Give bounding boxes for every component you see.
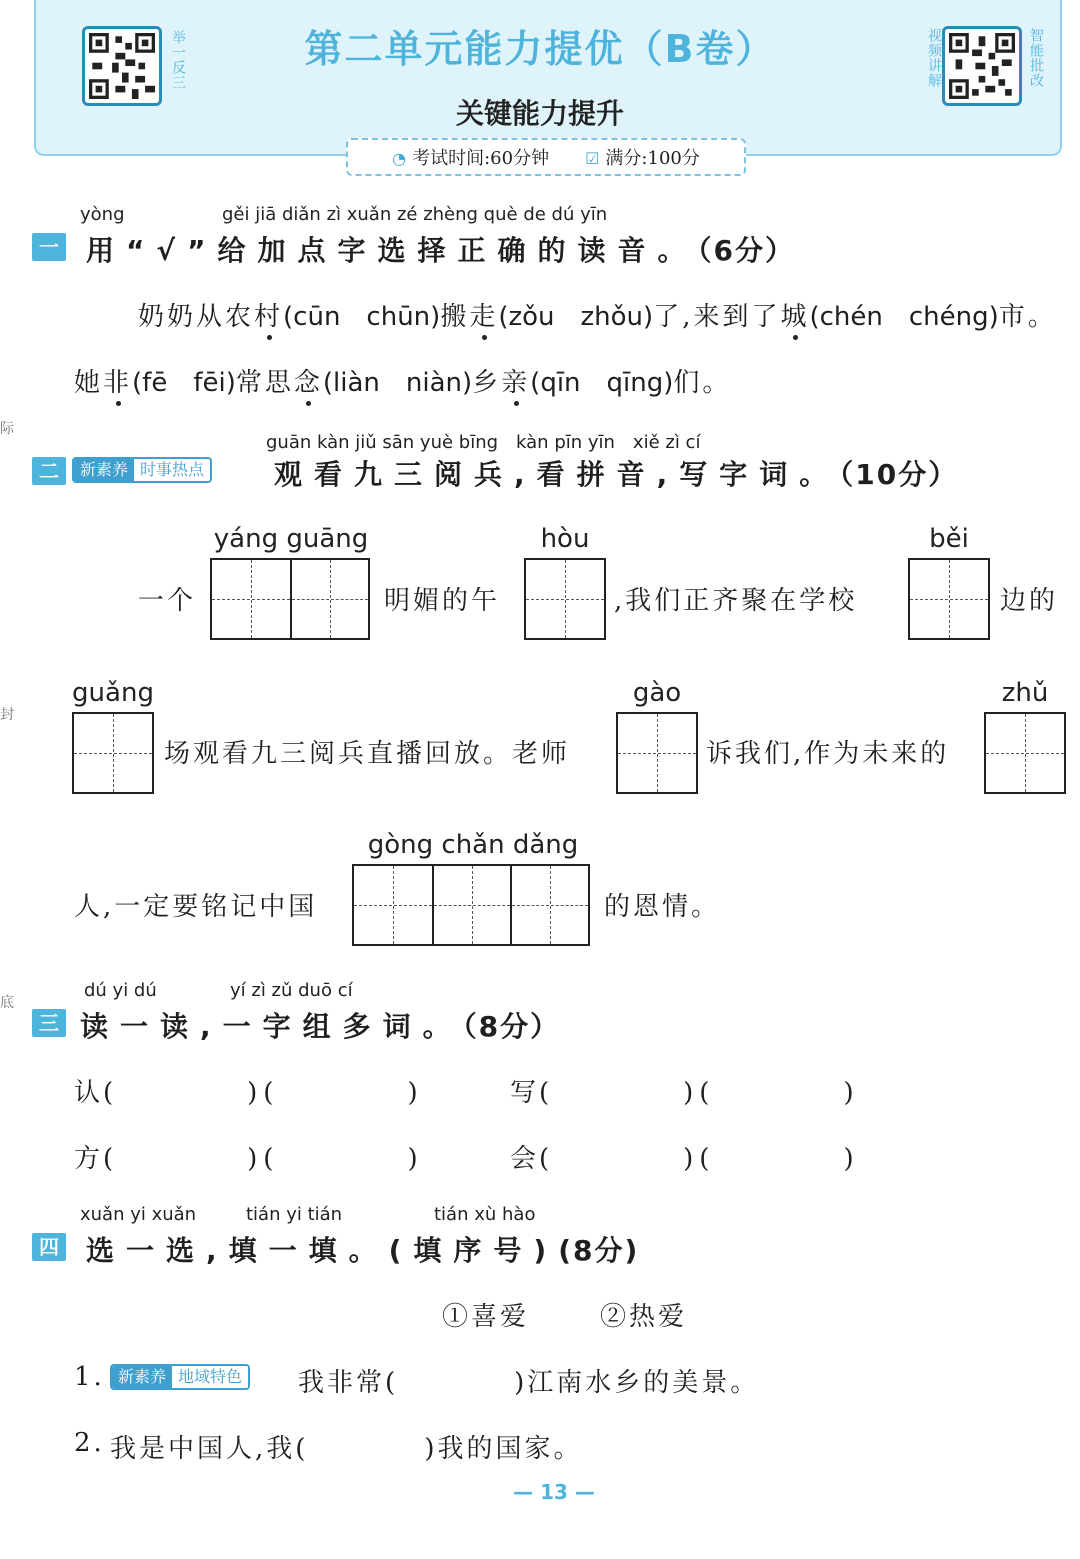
s2-text: 人,一定要铭记中国 <box>74 892 318 922</box>
option-2: ②热爱 <box>600 1302 688 1332</box>
section3-number: 三 <box>32 1009 66 1037</box>
s2-pinyin: hòu <box>540 524 590 554</box>
margin-mark: 底 <box>0 995 14 1011</box>
qr-left-label: 举一反三 <box>170 30 186 90</box>
s2-text: 一个 <box>138 586 197 616</box>
section2-heading: 观看九三阅兵,看拼音,写字词。（10分） <box>274 458 959 491</box>
word-group-item[interactable]: 会( )( ) <box>510 1144 860 1174</box>
clock-icon: ◔ <box>392 149 407 168</box>
check-shield-icon: ☑ <box>585 149 600 168</box>
section4-pinyin-b: tián yi tián <box>246 1204 343 1225</box>
section2-pinyin: guān kàn jiǔ sān yuè bīng kàn pīn yīn xiě zì cí <box>266 432 701 453</box>
s2-text: 诉我们,作为未来的 <box>706 739 950 769</box>
word-group-item[interactable]: 方( )( ) <box>74 1144 424 1174</box>
section4-number: 四 <box>32 1233 66 1261</box>
question-1-badge: 新素养 地域特色 <box>110 1364 250 1390</box>
qr-right-label-2: 智能批改 <box>1028 28 1044 88</box>
qr-code-left-icon[interactable] <box>82 26 162 106</box>
s2-text: 场观看九三阅兵直播回放。老师 <box>164 739 571 769</box>
section1-pinyin-b: gěi jiā diǎn zì xuǎn zé zhèng què de dú yīn <box>222 204 608 225</box>
pinyin-choice[interactable]: (chén chéng) <box>809 302 999 332</box>
s2-pinyin: zhǔ <box>1001 678 1049 708</box>
section2-badge: 新素养 时事热点 <box>72 457 212 483</box>
section1-number: 一 <box>32 233 66 261</box>
write-box-1char[interactable] <box>908 558 990 640</box>
exam-score: ☑ 满分:100分 <box>585 148 700 169</box>
s2-pinyin: běi <box>929 524 969 554</box>
pinyin-choice[interactable]: (zǒu zhǒu) <box>498 302 654 332</box>
exam-info-box <box>346 138 746 176</box>
write-box-1char[interactable] <box>616 712 698 794</box>
write-box-3char[interactable] <box>352 864 590 946</box>
section3-pinyin-a: dú yi dú <box>84 980 157 1001</box>
pinyin-choice[interactable]: (fē fēi) <box>132 368 236 398</box>
margin-mark: 际 <box>0 421 14 437</box>
question-1-number: 1. <box>74 1362 105 1392</box>
page-number: — 13 — <box>513 1480 595 1504</box>
s2-text: 的恩情。 <box>604 892 721 922</box>
margin-mark: 封 <box>0 707 14 723</box>
qr-code-right-icon[interactable] <box>942 26 1022 106</box>
section1-line2: 她非(fē fēi)常思念(liàn niàn)乡亲(qīn qīng)们。 <box>74 368 732 398</box>
s2-pinyin: gào <box>632 678 682 708</box>
write-box-2char[interactable] <box>210 558 370 640</box>
section1-heading: 用“√”给加点字选择正确的读音。（6分） <box>86 234 795 267</box>
page-subtitle: 关键能力提升 <box>455 97 624 130</box>
section1-line1: 奶奶从农村(cūn chūn)搬走(zǒu zhǒu)了,来到了城(chén chéng)市。 <box>138 302 1057 332</box>
pinyin-choice[interactable]: (liàn niàn) <box>322 368 473 398</box>
qr-right-label-1: 视频讲解 <box>926 28 942 88</box>
section2-number: 二 <box>32 457 66 485</box>
section4-pinyin-c: tián xù hào <box>434 1204 536 1225</box>
section3-heading: 读一读,一字组多词。（8分） <box>80 1010 561 1043</box>
word-group-item[interactable]: 认( )( ) <box>74 1078 424 1108</box>
write-box-1char[interactable] <box>72 712 154 794</box>
question-2-number: 2. <box>74 1428 105 1458</box>
s2-text: 边的 <box>1000 586 1059 616</box>
option-1: ①喜爱 <box>442 1302 530 1332</box>
s2-pinyin: guǎng <box>72 678 154 708</box>
word-group-item[interactable]: 写( )( ) <box>510 1078 860 1108</box>
question-2-text[interactable]: 我是中国人,我( )我的国家。 <box>110 1434 583 1464</box>
s2-pinyin: gòng chǎn dǎng <box>367 830 579 860</box>
pinyin-choice[interactable]: (cūn chūn) <box>283 302 441 332</box>
section3-pinyin-b: yí zì zǔ duō cí <box>230 980 353 1001</box>
s2-text: ,我们正齐聚在学校 <box>614 586 858 616</box>
section4-heading: 选一选,填一填。(填序号)(8分) <box>86 1234 640 1267</box>
s2-text: 明媚的午 <box>384 586 501 616</box>
write-box-1char[interactable] <box>524 558 606 640</box>
s2-pinyin: yáng guāng <box>213 524 369 554</box>
question-1-text[interactable]: 我非常( )江南水乡的美景。 <box>298 1368 760 1398</box>
pinyin-choice[interactable]: (qīn qīng) <box>530 368 674 398</box>
section4-pinyin-a: xuǎn yi xuǎn <box>80 1204 197 1225</box>
section1-pinyin-a: yòng <box>80 204 125 225</box>
page-title: 第二单元能力提优（B卷） <box>304 27 776 71</box>
write-box-1char[interactable] <box>984 712 1066 794</box>
exam-time: ◔ 考试时间:60分钟 <box>392 148 550 169</box>
